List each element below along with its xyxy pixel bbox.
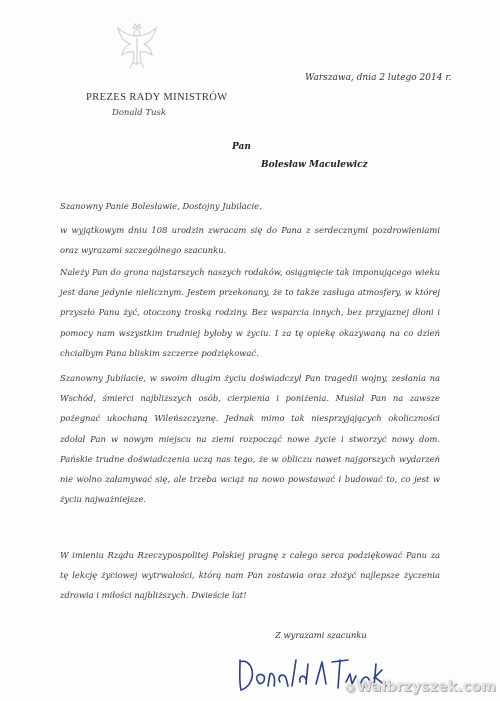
watermark-text: Walbrzyszek.com — [356, 679, 496, 695]
letter-paragraph-4: W imieniu Rządu Rzeczypospolitej Polskiej pragnę z całego serca podziękować Panu za tę lekcję życiowej wytrwałości, którą nam Pan zostawia oraz złożyć najlepsze życzenia zdrowia i miłości najbliższych. Dwieście lat! — [60, 550, 440, 601]
site-watermark — [346, 679, 496, 695]
letter-closing: Z wyrazami szacunku — [275, 630, 367, 640]
office-title: PREZES RADY MINISTRÓW — [86, 92, 228, 103]
dateline: Warszawa, dnia 2 lutego 2014 r. — [305, 73, 452, 83]
recipient-salutation: Pan — [232, 142, 251, 152]
recipient-name: Bolesław Maculewicz — [261, 160, 368, 170]
eagle-emblem-icon — [116, 22, 158, 72]
letter-paragraph-1: w wyjątkowym dniu 108 urodzin zwracam się do Pana z serdecznymi pozdrowieniami oraz wyrazami szczególnego szacunku. — [60, 225, 440, 256]
globe-icon: ◉ — [345, 681, 356, 694]
letter-paragraph-2: Należy Pan do grona najstarszych naszych rodaków, osiągnięcie tak imponującego wieku jest dane jedynie nielicznym. Jestem przekonany, że to także zasługa atmosfery, w której przyszło Panu żyć, otoczony troską rodziny. Bez wsparcia innych, bez przyjaznej dłoni i pomocy nam wszystkim trudniej byłoby w życiu. I za tę opiekę okazywaną na co dzień chciałbym Pana bliskim szczerze podziękować. — [60, 267, 440, 358]
office-holder-name: Donald Tusk — [112, 108, 166, 118]
letter-greeting: Szanowny Panie Bolesławie, Dostojny Jubilacie, — [60, 201, 262, 211]
letter-paragraph-3: Szanowny Jubilacie, w swoim długim życiu doświadczył Pan tragedii wojny, zesłania na Wschód, śmierci najbliższych osób, cierpienia i poniżenia. Musiał Pan na zawsze pożegnać ukochaną Wileńszczyznę. Jednak mimo tak niesprzyjających okoliczności zdołał Pan w nowym miejscu na ziemi rozpocząć nowe życie i stworzyć nowy dom. Pańskie trudne doświadczenia uczą nas tego, że w obliczu nawet najgorszych wydarzeń nie wolno załamywać się, ale trzeba wciąż na nowo powstawać i budować to, co jest w życiu najważniejsze. — [60, 373, 440, 505]
